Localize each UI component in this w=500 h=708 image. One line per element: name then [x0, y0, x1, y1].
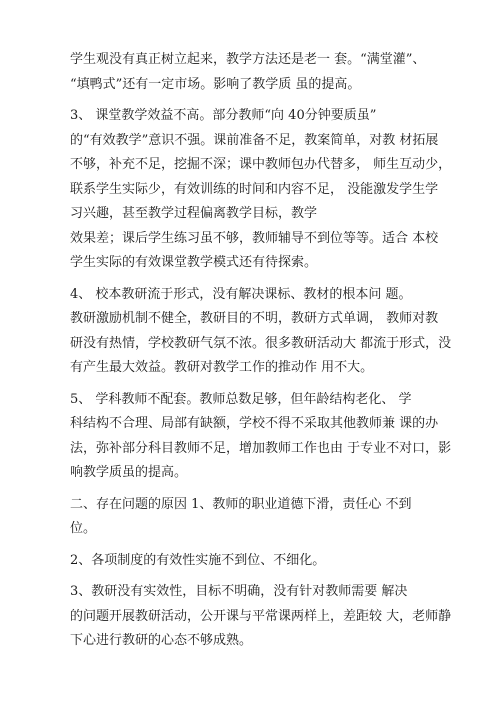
text-line: 科结构不合理、局部有缺额，学校不得不采取其他教师兼 课的办: [70, 416, 439, 431]
text-line: 下心进行教研的心态不够成熟。: [70, 633, 253, 648]
text-line: 效果差；课后学生练习虽不够，教师辅导不到位等等。适合 本校: [70, 230, 439, 246]
text-line: 学生观没有真正树立起来，教学方法还是老一 套。“满堂灌”、: [70, 52, 426, 67]
text-line: 教研激励机制不健全，教研目的不明，教研方式单调， 教师对教: [70, 311, 439, 326]
paragraph-7: [70, 580, 470, 654]
paragraph-2: [70, 104, 470, 276]
text-line: 3、教研没有实效性，目标不明确，没有针对教师需要 解决: [70, 584, 408, 599]
paragraph-5: [70, 493, 470, 542]
text-line: 联系学生实际少，有效训练的时间和内容不足， 没能激发学生学: [70, 181, 439, 197]
text-line: 4、 校本教研流于形式，没有解决课标、教材的根本问 题。: [70, 286, 412, 302]
text-line: 二、存在问题的原因 1、教师的职业道德下滑，责任心 不到: [70, 496, 412, 512]
text-line: 响教学质虽的提高。: [70, 465, 188, 480]
text-line: 学生实际的有效课堂教学模式还有待探索。: [70, 255, 318, 270]
text-line: 习兴趣，甚至教学过程偏离教学目标，教学: [70, 206, 318, 221]
text-line: 的“有效教学”意识不强。课前准备不足，教案简单，对教 材拓展: [70, 132, 439, 148]
text-line: 3、 课堂教学效益不高。部分教师“向 40分钟要质虽”: [70, 108, 377, 123]
text-line: 2、各项制度的有效性实施不到位、不细化。: [70, 552, 326, 568]
text-line: “填鸭式”还有一定市场。影响了教学质 虽的提高。: [70, 76, 361, 92]
text-line: 法，弥补部分科目教师不足，增加教师工作也由 于专业不对口，影: [70, 440, 452, 456]
text-line: 不够，补充不足，挖掘不深；课中教师包办代替多， 师生互动少，: [70, 157, 452, 172]
text-line: 5、 学科教师不配套。教师总数足够，但年龄结构老化、 学: [70, 391, 412, 407]
paragraph-3: [70, 283, 470, 381]
text-line: 有产生最大效益。教研对教学工作的推动作 用不大。: [70, 360, 374, 375]
text-line: 位。: [70, 521, 97, 536]
paragraph-6: [70, 549, 470, 574]
paragraph-1: [70, 48, 470, 97]
text-line: 的问题开展教研活动，公开课与平常课两样上，差距较 大，老师静: [70, 608, 452, 624]
paragraph-4: [70, 388, 470, 486]
text-line: 研没有热情，学校教研气氛不浓。很多教研活动大 都流于形式，没: [70, 335, 452, 351]
